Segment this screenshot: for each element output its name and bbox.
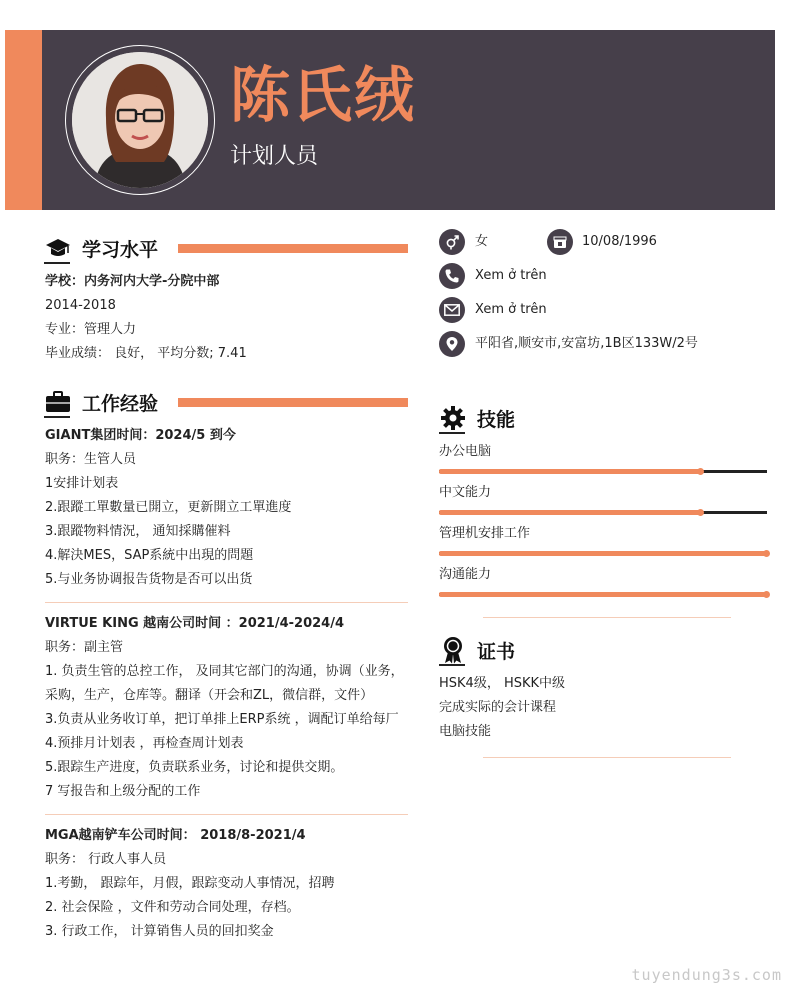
job-line: 3.跟蹤物料情況， 通知採購催料 [45, 524, 231, 539]
education-school: 学校：内务河内大学-分院中部 [45, 274, 220, 289]
education-title-underline [44, 262, 70, 264]
certificate-item: HSK4级， HSKK中级 [439, 676, 566, 691]
job-line: 职务：副主管 [45, 640, 124, 655]
gear-icon [439, 404, 467, 432]
email-icon [439, 297, 465, 323]
skill-bar-fill [439, 592, 767, 597]
job-line: 7 写报告和上级分配的工作 [45, 784, 201, 799]
gender-icon [439, 229, 465, 255]
graduation-cap-icon [44, 234, 72, 262]
candidate-job-title: 计划人员 [230, 144, 319, 169]
phone-icon [439, 263, 465, 289]
job-line: 1.考勤， 跟踪年，月假，跟踪变动人事情况，招聘 [45, 876, 335, 891]
skills-section-title [439, 404, 515, 432]
certificates-section-title [439, 636, 515, 664]
skill-name: 沟通能力 [439, 567, 492, 582]
job-line: 1. 负责生管的总控工作， 及同其它部门的沟通，协调（业务， [45, 664, 404, 679]
job-line: 2. 社会保险 ，文件和劳动合同处理，存档。 [45, 900, 300, 915]
skill-bar-handle [763, 591, 770, 598]
work-section-title [44, 388, 158, 416]
skills-divider [483, 617, 731, 618]
skill-name: 中文能力 [439, 485, 492, 500]
job-line: 4.预排月计划表 ，再检查周计划表 [45, 736, 244, 751]
certificates-divider [483, 757, 731, 758]
award-ribbon-icon [439, 636, 467, 664]
work-title-underline [44, 416, 70, 418]
job-heading: MGA越南铲车公司时间： 2018/8-2021/4 [45, 828, 306, 843]
certificate-item: 电脑技能 [439, 724, 492, 739]
person-portrait-icon [72, 52, 208, 188]
contact-email: Xem ở trên [475, 302, 547, 317]
education-grade: 毕业成绩： 良好， 平均分数; 7.41 [45, 346, 247, 361]
education-heading: 学习水平 [82, 238, 159, 261]
certificates-heading: 证书 [477, 640, 516, 663]
job-divider [45, 602, 408, 603]
job-line: 5.跟踪生产进度，负责联系业务，讨论和提供交期。 [45, 760, 344, 775]
certificate-item: 完成实际的会计课程 [439, 700, 557, 715]
calendar-icon [547, 229, 573, 255]
skills-title-underline [439, 432, 465, 434]
contact-birthday: 10/08/1996 [582, 234, 657, 249]
avatar [72, 52, 208, 188]
skills-heading: 技能 [477, 408, 516, 431]
education-section-title [44, 234, 158, 262]
job-heading: GIANT集团时间：2024/5 到今 [45, 428, 236, 443]
job-line: 2.跟蹤工單數量已開立，更新開立工單進度 [45, 500, 292, 515]
job-divider [45, 814, 408, 815]
work-title-rule [178, 398, 408, 407]
skill-bar-handle [697, 509, 704, 516]
job-line: 1安排计划表 [45, 476, 119, 491]
skill-bar-fill [439, 510, 701, 515]
skill-name: 管理机安排工作 [439, 526, 531, 541]
briefcase-icon [44, 388, 72, 416]
job-line: 职务： 行政人事人员 [45, 852, 167, 867]
job-line: 3.负责从业务收订单，把订单排上ERP系统 ，调配订单给每厂 [45, 712, 399, 727]
location-pin-icon [439, 331, 465, 357]
education-years: 2014-2018 [45, 298, 116, 313]
watermark: tuyendung3s.com [631, 966, 782, 984]
skill-bar-fill [439, 469, 701, 474]
skill-bar-handle [763, 550, 770, 557]
job-heading: VIRTUE KING 越南公司时间 ：2021/4-2024/4 [45, 616, 345, 631]
education-title-rule [178, 244, 408, 253]
work-heading: 工作经验 [82, 392, 159, 415]
contact-gender: 女 [475, 234, 489, 249]
certificates-title-underline [439, 664, 465, 666]
job-line: 4.解決MES，SAP系統中出現的問題 [45, 548, 254, 563]
job-line: 3. 行政工作， 计算销售人员的回扣奖金 [45, 924, 274, 939]
job-line: 采购，生产，仓库等。翻译（开会和ZL，微信群，文件） [45, 688, 374, 703]
job-line: 职务：生管人员 [45, 452, 137, 467]
skill-name: 办公电脑 [439, 444, 492, 459]
job-line: 5.与业务协调报告货物是否可以出货 [45, 572, 253, 587]
contact-address: 平阳省,顺安市,安富坊,1B区133W/2号 [475, 336, 698, 351]
education-major: 专业：管理人力 [45, 322, 137, 337]
candidate-name: 陈氏绒 [230, 61, 416, 131]
skill-bar-handle [697, 468, 704, 475]
skill-bar-fill [439, 551, 767, 556]
header-accent-bar [5, 30, 42, 210]
contact-phone: Xem ở trên [475, 268, 547, 283]
